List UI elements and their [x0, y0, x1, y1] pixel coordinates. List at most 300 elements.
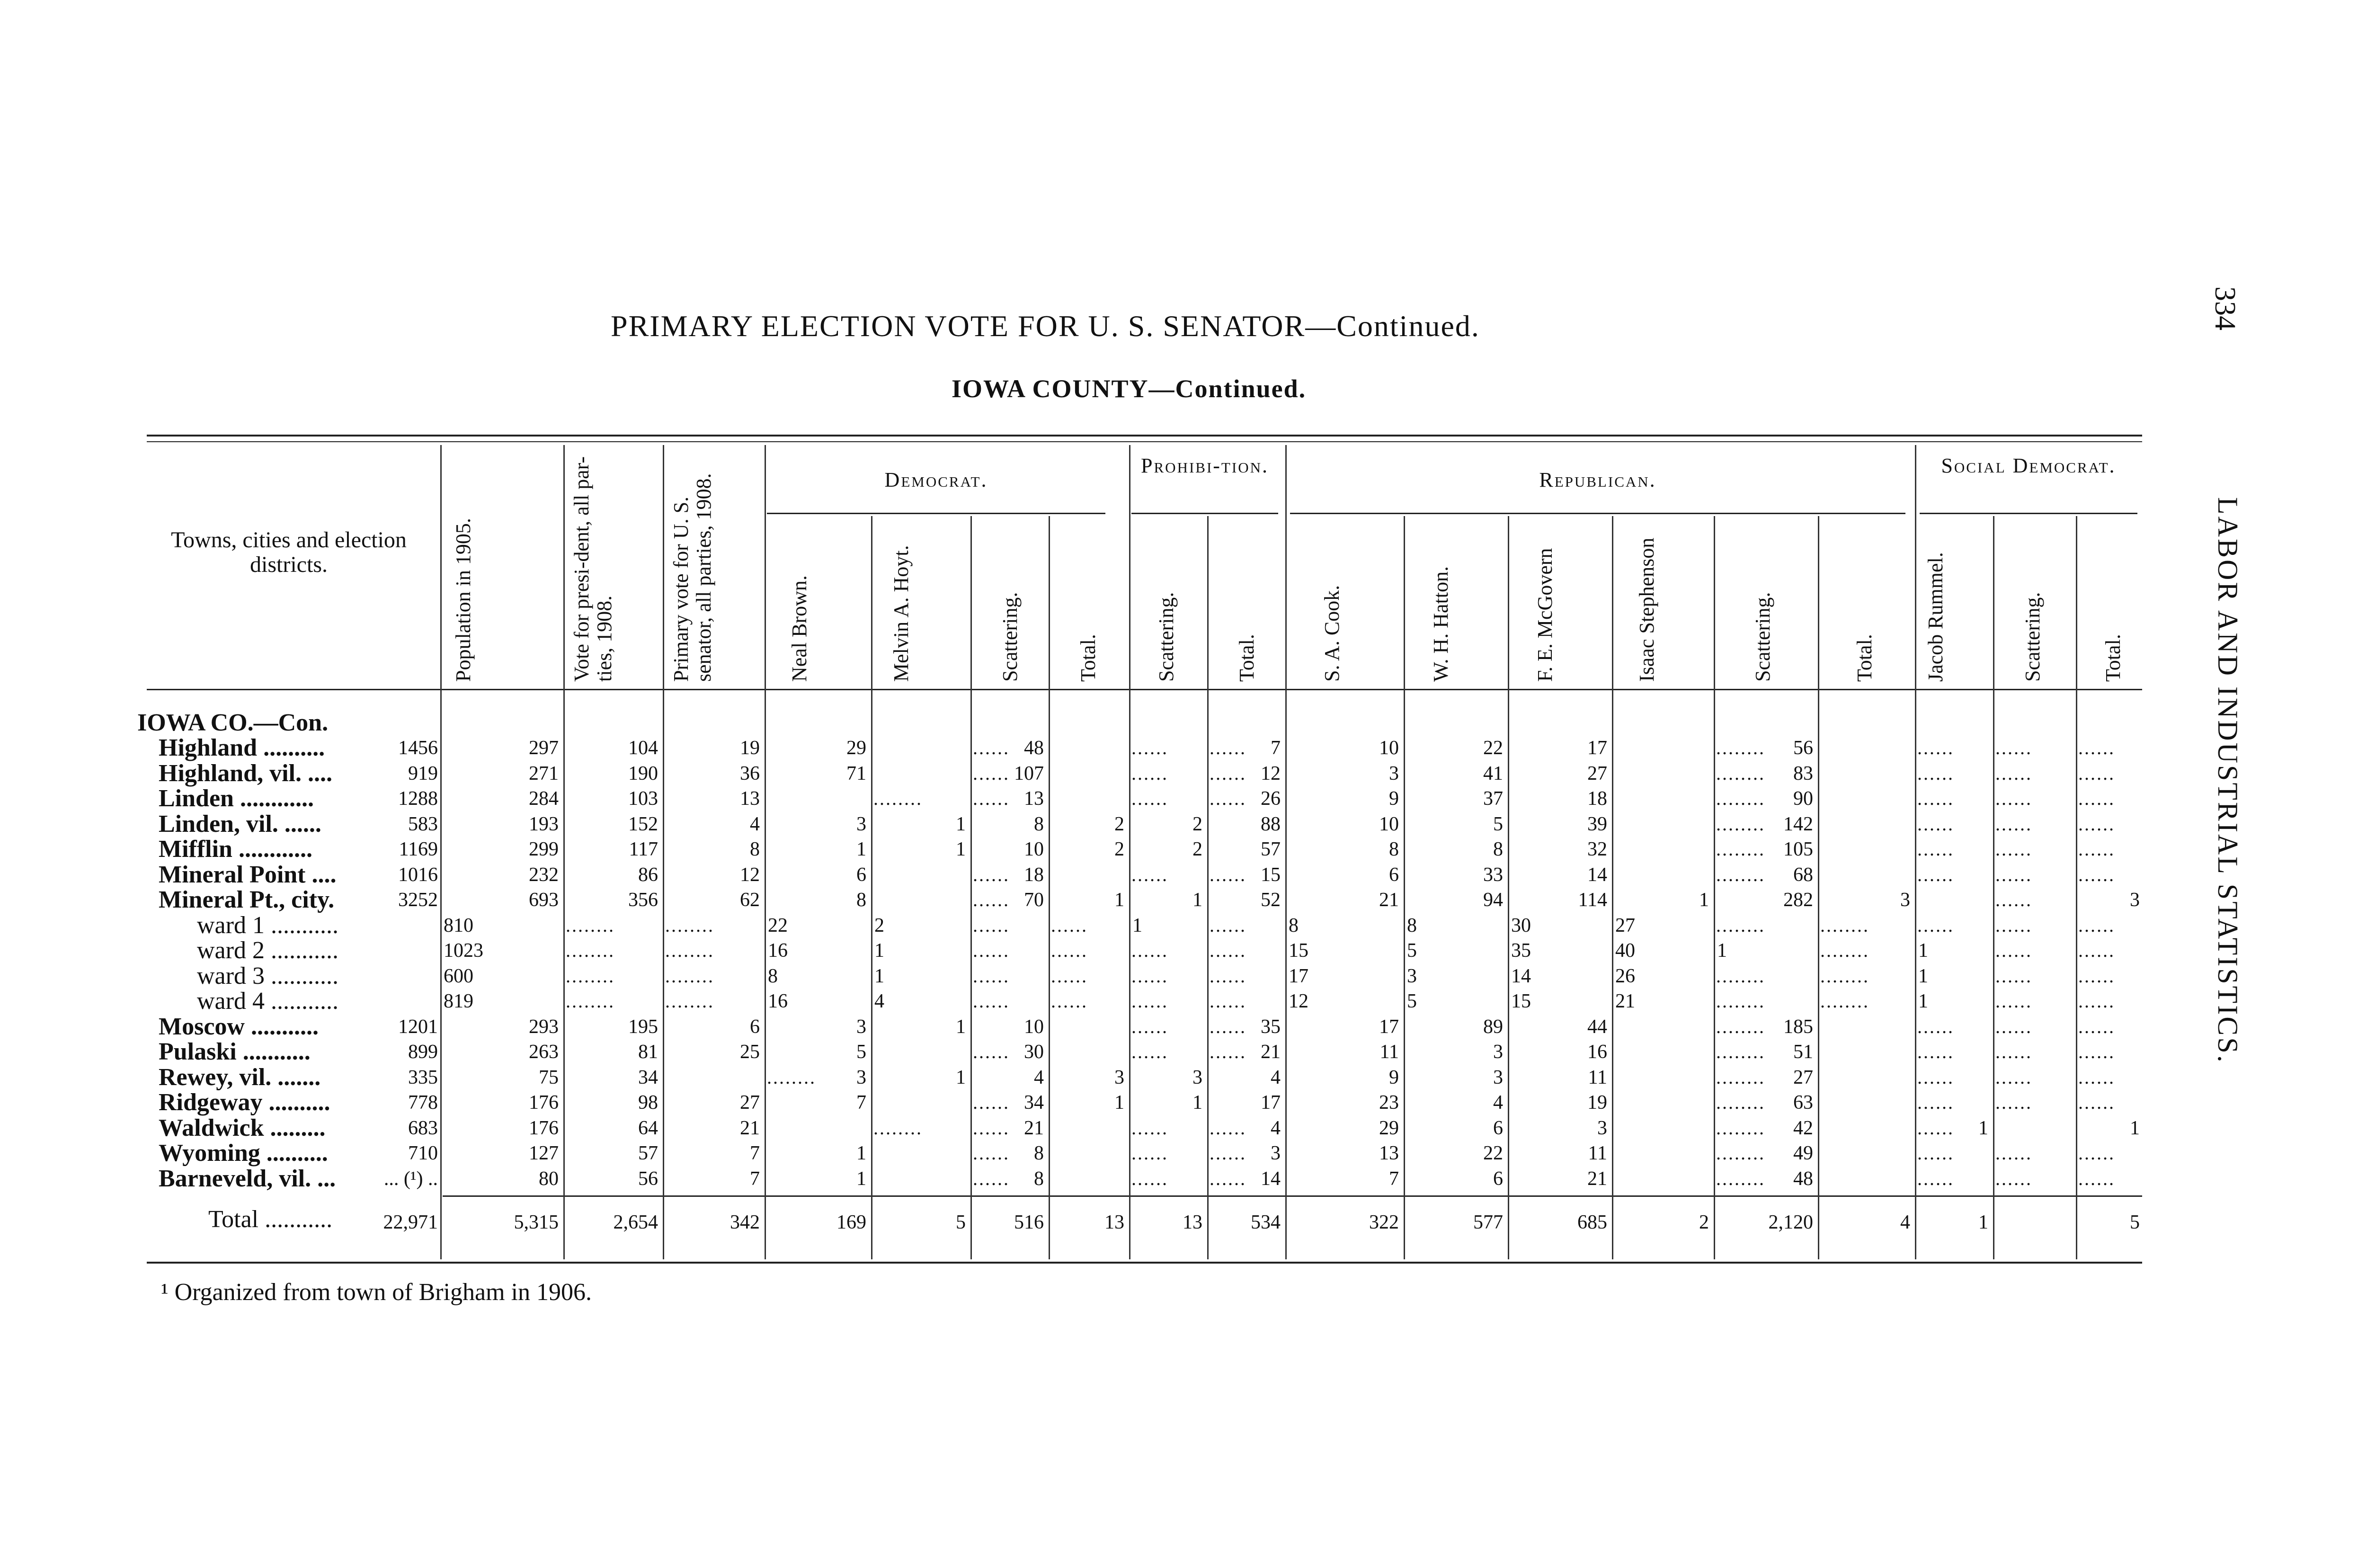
table-cell: ......: [1995, 737, 2032, 758]
col-header-sd-total: Total.: [2101, 634, 2125, 682]
table-top-rule-thin: [147, 441, 2142, 442]
table-cell: ......: [1131, 1016, 1168, 1037]
table-cell: ........: [1716, 838, 1765, 860]
table-cell: ......: [1210, 1117, 1246, 1139]
table-cell: 37: [1483, 788, 1503, 810]
table-cell: 49: [1793, 1142, 1813, 1164]
table-cell: 57: [1261, 838, 1281, 860]
row-label: ward 1 ...........: [185, 911, 338, 939]
table-cell: ......: [1917, 1041, 1954, 1062]
table-cell: ......: [1210, 1167, 1246, 1189]
table-cell: ......: [1131, 788, 1168, 809]
table-cell: 3: [856, 1016, 866, 1038]
table-cell: 88: [1261, 813, 1281, 835]
table-cell: 1: [1132, 914, 1142, 936]
table-cell: ......: [2078, 1041, 2115, 1062]
table-cell: 30: [1511, 914, 1531, 936]
table-cell: ......: [1917, 737, 1954, 758]
table-cell: 1169: [399, 838, 438, 860]
stub-header: Towns, cities and election districts.: [171, 527, 407, 577]
table-cell: 29: [846, 737, 866, 759]
table-cell: ......: [1917, 864, 1954, 885]
table-cell: 64: [638, 1117, 658, 1139]
table-cell: 8: [1034, 1167, 1044, 1190]
table-cell: 1: [874, 965, 884, 987]
table-cell: ......: [1210, 940, 1246, 961]
table-cell: ........: [566, 940, 615, 961]
table-cell: 1: [856, 838, 866, 860]
table-bottom-rule: [147, 1262, 2142, 1264]
table-cell: ........: [566, 914, 615, 936]
total-cell: 5,315: [514, 1212, 559, 1233]
table-cell: 22: [1483, 1142, 1503, 1164]
table-cell: 1: [1717, 940, 1727, 962]
table-cell: ......: [1917, 1016, 1954, 1037]
table-cell: ......: [2078, 1016, 2115, 1037]
table-cell: ......: [2078, 1092, 2115, 1113]
table-cell: ......: [973, 1117, 1010, 1139]
table-cell: 1: [956, 813, 966, 835]
table-cell: 1: [956, 838, 966, 860]
table-cell: 17: [1587, 737, 1607, 759]
row-label: Linden ............: [159, 785, 314, 812]
row-label: Ridgeway ..........: [159, 1089, 330, 1116]
table-cell: 21: [1024, 1117, 1044, 1139]
table-cell: 1: [1114, 889, 1124, 911]
table-cell: 6: [1493, 1167, 1503, 1190]
table-cell: 4: [1493, 1092, 1503, 1114]
page-number: 334: [2209, 286, 2241, 330]
table-cell: ........: [1716, 1092, 1765, 1113]
table-cell: 57: [638, 1142, 658, 1164]
table-cell: ......: [1995, 1167, 2032, 1189]
table-cell: 34: [1024, 1092, 1044, 1114]
table-cell: 8: [1407, 914, 1417, 936]
table-cell: 30: [1024, 1041, 1044, 1063]
table-cell: 1: [956, 1066, 966, 1088]
group-social-democrat: Social Democrat.: [1941, 454, 2116, 477]
table-cell: 3: [1597, 1117, 1607, 1139]
table-cell: 263: [529, 1041, 559, 1063]
table-cell: 2: [1114, 813, 1124, 835]
row-label: Barneveld, vil. ...: [159, 1165, 336, 1192]
row-label: Linden, vil. ......: [159, 810, 321, 837]
table-cell: 17: [1261, 1092, 1281, 1114]
table-cell: ........: [1820, 914, 1869, 936]
total-cell: 685: [1577, 1212, 1607, 1233]
table-cell: 114: [1578, 889, 1607, 911]
totals-rule: [443, 1195, 2142, 1197]
col-header-sd-scattering: Scattering.: [2021, 592, 2044, 682]
table-cell: 8: [856, 889, 866, 911]
table-cell: 583: [408, 813, 438, 835]
table-cell: ......: [1995, 990, 2032, 1012]
table-cell: 103: [628, 788, 658, 810]
table-cell: 13: [740, 788, 760, 810]
table-cell: 104: [628, 737, 658, 759]
total-cell: 2,654: [613, 1212, 658, 1233]
table-cell: 683: [408, 1117, 438, 1139]
total-cell: 577: [1473, 1212, 1503, 1233]
table-cell: ......: [1917, 1066, 1954, 1088]
table-cell: 98: [638, 1092, 658, 1114]
table-cell: ... (¹) ..: [383, 1167, 438, 1190]
table-cell: ........: [1716, 1142, 1765, 1164]
table-cell: 4: [750, 813, 760, 835]
table-cell: 3: [1493, 1041, 1503, 1063]
table-cell: 1: [1192, 889, 1202, 911]
total-cell: 13: [1104, 1212, 1124, 1233]
table-cell: 33: [1483, 864, 1503, 886]
table-cell: 70: [1024, 889, 1044, 911]
table-cell: 81: [638, 1041, 658, 1063]
table-cell: ......: [2078, 990, 2115, 1012]
table-cell: ......: [1995, 762, 2032, 784]
table-cell: 94: [1483, 889, 1503, 911]
table-cell: ......: [1995, 914, 2032, 936]
table-cell: 195: [628, 1016, 658, 1038]
table-cell: ......: [1995, 1066, 2032, 1088]
table-cell: ......: [1917, 914, 1954, 936]
table-cell: ......: [2078, 1142, 2115, 1164]
table-cell: ......: [973, 965, 1010, 987]
table-cell: ......: [973, 889, 1010, 910]
table-cell: ........: [1716, 1016, 1765, 1037]
table-cell: 86: [638, 864, 658, 886]
table-cell: 27: [740, 1092, 760, 1114]
table-cell: 51: [1793, 1041, 1813, 1063]
table-cell: ......: [1917, 838, 1954, 860]
table-cell: 19: [740, 737, 760, 759]
table-cell: 21: [740, 1117, 760, 1139]
total-cell: 2: [1699, 1212, 1709, 1233]
table-cell: ......: [2078, 788, 2115, 809]
table-cell: 36: [740, 762, 760, 784]
row-label: Mineral Point ....: [159, 861, 337, 888]
table-cell: 1: [1918, 940, 1928, 962]
republican-group-rule: [1290, 513, 1905, 514]
table-cell: 2: [1192, 838, 1202, 860]
table-cell: 15: [1511, 990, 1531, 1012]
table-cell: 13: [1024, 788, 1044, 810]
table-cell: 4: [874, 990, 884, 1012]
total-cell: 22,971: [383, 1212, 438, 1233]
table-cell: ........: [1716, 1041, 1765, 1062]
col-rule-5: [871, 516, 872, 1259]
table-cell: 3: [1192, 1066, 1202, 1088]
table-cell: 1: [1918, 965, 1928, 987]
table-cell: ......: [1210, 762, 1246, 784]
table-cell: 1: [2130, 1117, 2140, 1139]
table-cell: 3: [856, 1066, 866, 1088]
table-cell: 10: [1379, 813, 1399, 835]
table-cell: 19: [1587, 1092, 1607, 1114]
table-cell: 1: [1918, 990, 1928, 1012]
table-cell: 21: [1379, 889, 1399, 911]
table-cell: 10: [1024, 1016, 1044, 1038]
total-cell: 2,120: [1768, 1212, 1813, 1233]
table-cell: 142: [1783, 813, 1813, 835]
table-cell: ......: [2078, 914, 2115, 936]
col-header-pro-scattering: Scattering.: [1155, 592, 1178, 682]
table-cell: ......: [1995, 1016, 2032, 1037]
table-cell: 10: [1379, 737, 1399, 759]
total-cell: 5: [956, 1212, 966, 1233]
table-cell: ......: [1995, 1041, 2032, 1062]
table-cell: ......: [1210, 914, 1246, 936]
table-cell: ......: [1995, 940, 2032, 961]
table-cell: 56: [638, 1167, 658, 1190]
table-cell: ......: [2078, 838, 2115, 860]
table-cell: ........: [566, 990, 615, 1012]
table-cell: 7: [750, 1167, 760, 1190]
table-cell: 23: [1379, 1092, 1399, 1114]
table-cell: 5: [1493, 813, 1503, 835]
col-header-primary-vote: Primary vote for U. S. senator, all parties, 1908.: [669, 473, 715, 682]
table-cell: 35: [1511, 940, 1531, 962]
table-cell: 10: [1024, 838, 1044, 860]
table-top-rule: [147, 435, 2142, 437]
table-cell: ......: [1210, 1041, 1246, 1062]
table-cell: 2: [1192, 813, 1202, 835]
col-header-dem-scattering: Scattering.: [998, 592, 1022, 682]
table-cell: ......: [1210, 990, 1246, 1012]
table-cell: 4: [1271, 1066, 1281, 1088]
table-cell: 176: [529, 1117, 559, 1139]
table-cell: 778: [408, 1092, 438, 1114]
table-cell: 27: [1793, 1066, 1813, 1088]
table-cell: ........: [873, 1117, 923, 1139]
table-cell: ........: [1716, 813, 1765, 835]
table-cell: 282: [1783, 889, 1813, 911]
table-cell: ......: [973, 762, 1010, 784]
table-cell: 22: [768, 914, 788, 936]
table-cell: ......: [1995, 1092, 2032, 1113]
table-cell: 1: [1192, 1092, 1202, 1114]
row-label: Pulaski ...........: [159, 1038, 311, 1065]
col-header-wh-hatton: W. H. Hatton.: [1429, 566, 1452, 682]
table-cell: ......: [1995, 864, 2032, 885]
table-cell: ........: [665, 914, 714, 936]
table-cell: 1201: [398, 1016, 438, 1038]
democrat-group-rule: [767, 513, 1105, 514]
row-label: Mifflin ............: [159, 836, 312, 863]
table-cell: ......: [1995, 965, 2032, 987]
total-cell: 1: [1978, 1212, 1988, 1233]
table-cell: 899: [408, 1041, 438, 1063]
row-label: Moscow ...........: [159, 1013, 319, 1040]
table-cell: ......: [1131, 990, 1168, 1012]
table-cell: ......: [1995, 1142, 2032, 1164]
table-cell: ......: [1917, 1167, 1954, 1189]
table-cell: ........: [1820, 940, 1869, 961]
table-cell: 8: [768, 965, 778, 987]
table-cell: 1: [874, 940, 884, 962]
col-header-rep-total: Total.: [1853, 634, 1876, 682]
table-cell: 63: [1793, 1092, 1813, 1114]
table-cell: 18: [1587, 788, 1607, 810]
table-cell: 190: [628, 762, 658, 784]
table-cell: ......: [1995, 889, 2032, 910]
table-cell: 6: [750, 1016, 760, 1038]
table-cell: 12: [1289, 990, 1308, 1012]
table-cell: 3252: [398, 889, 438, 911]
group-prohibition: Prohibi-tion.: [1141, 454, 1269, 477]
table-cell: ......: [1210, 1016, 1246, 1037]
table-cell: 127: [529, 1142, 559, 1164]
table-cell: 356: [628, 889, 658, 911]
table-cell: ......: [2078, 1167, 2115, 1189]
table-cell: ......: [2078, 813, 2115, 835]
table-cell: ........: [1820, 990, 1869, 1012]
table-cell: 29: [1379, 1117, 1399, 1139]
total-cell: 342: [730, 1212, 760, 1233]
table-cell: 27: [1587, 762, 1607, 784]
table-cell: 11: [1379, 1041, 1399, 1063]
table-cell: 14: [1587, 864, 1607, 886]
table-cell: 9: [1389, 788, 1399, 810]
table-cell: ........: [566, 965, 615, 987]
table-cell: 4: [1034, 1066, 1044, 1088]
table-cell: 117: [629, 838, 658, 860]
total-cell: 5: [2130, 1212, 2140, 1233]
header-bottom-rule: [147, 689, 2142, 690]
row-label: Mineral Pt., city.: [159, 886, 335, 913]
col-rule-17: [1993, 516, 1994, 1259]
col-header-population: Population in 1905.: [452, 518, 475, 682]
table-cell: 105: [1783, 838, 1813, 860]
table-cell: ......: [1131, 762, 1168, 784]
table-cell: 8: [1034, 1142, 1044, 1164]
row-label: ward 4 ...........: [185, 988, 338, 1015]
table-cell: 271: [529, 762, 559, 784]
table-cell: ........: [1716, 914, 1765, 936]
table-cell: 83: [1793, 762, 1813, 784]
table-cell: 1: [1114, 1092, 1124, 1114]
table-cell: 600: [444, 965, 473, 987]
table-cell: ......: [2078, 864, 2115, 885]
table-cell: ......: [973, 1092, 1010, 1113]
table-cell: 17: [1379, 1016, 1399, 1038]
table-cell: ......: [1917, 1092, 1954, 1113]
col-header-dem-total: Total.: [1077, 634, 1100, 682]
table-cell: ........: [767, 1066, 816, 1088]
table-cell: 710: [408, 1142, 438, 1164]
table-cell: ......: [2078, 762, 2115, 784]
table-cell: ........: [1716, 788, 1765, 809]
table-cell: 284: [529, 788, 559, 810]
table-cell: 5: [1407, 990, 1417, 1012]
table-cell: 12: [1261, 762, 1281, 784]
table-cell: ......: [1131, 864, 1168, 885]
table-cell: 21: [1587, 1167, 1607, 1190]
table-cell: 42: [1793, 1117, 1813, 1139]
table-cell: 297: [529, 737, 559, 759]
table-cell: ......: [1995, 813, 2032, 835]
table-cell: 3: [1271, 1142, 1281, 1164]
table-cell: ......: [1917, 788, 1954, 809]
table-cell: 80: [539, 1167, 559, 1190]
table-cell: 62: [740, 889, 760, 911]
total-cell: 322: [1369, 1212, 1399, 1233]
table-cell: ......: [1131, 1167, 1168, 1189]
table-cell: ......: [1131, 1117, 1168, 1139]
total-cell: 534: [1251, 1212, 1281, 1233]
table-cell: 232: [529, 864, 559, 886]
table-cell: 16: [1587, 1041, 1607, 1063]
table-cell: 12: [740, 864, 760, 886]
table-cell: 7: [1271, 737, 1281, 759]
total-cell: 4: [1900, 1212, 1910, 1233]
table-cell: ......: [1051, 914, 1088, 936]
table-cell: ......: [1917, 813, 1954, 835]
table-cell: ........: [1716, 762, 1765, 784]
table-cell: 13: [1379, 1142, 1399, 1164]
group-republican: Republican.: [1539, 468, 1656, 491]
page-title: PRIMARY ELECTION VOTE FOR U. S. SENATOR—Continued.: [611, 309, 1480, 343]
table-cell: 293: [529, 1016, 559, 1038]
table-cell: 1: [856, 1167, 866, 1190]
table-cell: 7: [1389, 1167, 1399, 1190]
table-cell: 1: [1978, 1117, 1988, 1139]
table-cell: 152: [628, 813, 658, 835]
table-cell: 335: [408, 1066, 438, 1088]
row-label: ward 3 ...........: [185, 962, 338, 989]
table-cell: 16: [768, 990, 788, 1012]
page-subtitle: IOWA COUNTY—Continued.: [952, 374, 1307, 403]
table-cell: 16: [768, 940, 788, 962]
table-cell: 17: [1289, 965, 1308, 987]
col-header-melvin-hoyt: Melvin A. Hoyt.: [890, 545, 913, 682]
table-cell: ........: [1716, 1066, 1765, 1088]
table-cell: ......: [1051, 965, 1088, 987]
col-header-sa-cook: S. A. Cook.: [1320, 585, 1344, 682]
row-label: Rewey, vil. .......: [159, 1063, 321, 1091]
table-cell: 39: [1587, 813, 1607, 835]
table-cell: 25: [740, 1041, 760, 1063]
table-cell: ........: [665, 965, 714, 987]
table-cell: 34: [638, 1066, 658, 1088]
col-header-jacob-rummel: Jacob Rummel.: [1924, 552, 1947, 682]
table-cell: 1: [856, 1142, 866, 1164]
table-cell: ......: [1051, 990, 1088, 1012]
table-cell: ........: [1820, 965, 1869, 987]
group-democrat: Democrat.: [884, 468, 988, 491]
table-cell: 3: [1900, 889, 1910, 911]
table-cell: ......: [973, 1167, 1010, 1189]
table-cell: ......: [1210, 965, 1246, 987]
table-cell: 68: [1793, 864, 1813, 886]
table-cell: 7: [856, 1092, 866, 1114]
prohibition-group-rule: [1131, 513, 1278, 514]
table-cell: 8: [1493, 838, 1503, 860]
table-cell: ........: [1716, 990, 1765, 1012]
table-cell: 27: [1615, 914, 1635, 936]
table-cell: ........: [1716, 737, 1765, 758]
table-cell: 1023: [444, 940, 483, 962]
table-cell: 3: [1389, 762, 1399, 784]
table-cell: 176: [529, 1092, 559, 1114]
table-cell: ......: [973, 864, 1010, 885]
row-label: Highland, vil. ....: [159, 759, 332, 787]
table-cell: 44: [1587, 1016, 1607, 1038]
table-cell: 2: [1114, 838, 1124, 860]
running-head: LABOR AND INDUSTRIAL STATISTICS.: [2212, 497, 2243, 1064]
table-cell: 1: [1699, 889, 1709, 911]
table-cell: 299: [529, 838, 559, 860]
row-label: ward 2 ...........: [185, 937, 338, 964]
table-cell: ......: [1917, 762, 1954, 784]
